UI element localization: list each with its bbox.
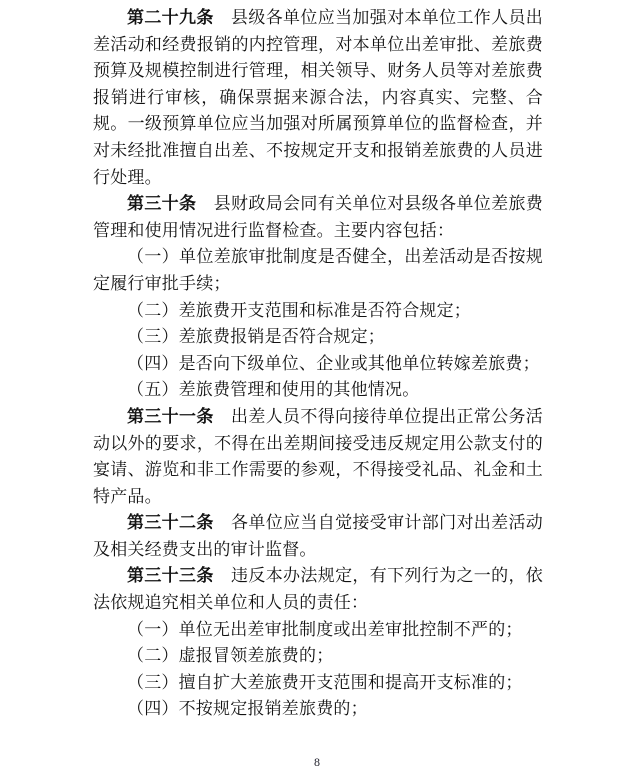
paragraph [93, 5, 543, 191]
article-number: 第二十九条 [127, 8, 214, 27]
paragraph-text: 出差人员不得向接待单位提出正常公务活动以外的要求，不得在出差期间接受违反规定用公款支付的宴请、游览和非工作需要的参观，不得接受礼品、礼金和土特产品。 [93, 406, 543, 506]
page-number: 8 [314, 755, 320, 769]
list-item-paragraph [93, 643, 543, 670]
paragraph [93, 404, 543, 510]
paragraph [93, 510, 543, 563]
list-item-paragraph [93, 696, 543, 723]
list-item-paragraph [93, 298, 543, 325]
paragraph-text: （一）单位差旅审批制度是否健全，出差活动是否按规定履行审批手续； [93, 247, 543, 293]
paragraph-text: （四）是否向下级单位、企业或其他单位转嫁差旅费； [127, 353, 540, 373]
article-number: 第三十条 [127, 194, 197, 214]
list-item-paragraph [93, 617, 543, 644]
paragraph-text: 县财政局会同有关单位对县级各单位差旅费管理和使用情况进行监督检查。主要内容包括： [93, 194, 543, 240]
list-item-paragraph [93, 377, 543, 404]
paragraph-text: 违反本办法规定，有下列行为之一的，依法依规追究相关单位和人员的责任： [93, 566, 543, 613]
paragraph-text: （三）差旅费报销是否符合规定； [127, 327, 385, 347]
paragraph-text: （二）差旅费开支范围和标准是否符合规定； [127, 300, 471, 320]
article-number: 第三十一条 [127, 406, 214, 426]
paragraph-text: 县级各单位应当加强对本单位工作人员出差活动和经费报销的内控管理，对本单位出差审批、差旅费预算及规模控制进行管理，相关领导、财务人员等对差旅费报销进行审核，确保票据来源合法，内容真实、完整、合规。一级预算单位应当加强对所属预算单位的监督检查，并对未经批准擅自出差、不按规定开支和报销差旅费的人员进行处理。 [93, 8, 543, 187]
list-item-paragraph [93, 244, 543, 297]
paragraph-text: （二）虚报冒领差旅费的； [127, 646, 334, 666]
paragraph-text: （四）不按规定报销差旅费的； [127, 699, 368, 719]
article-number: 第三十二条 [127, 513, 214, 533]
paragraph-text: 各单位应当自觉接受审计部门对出差活动及相关经费支出的审计监督。 [93, 513, 543, 559]
article-number: 第三十三条 [127, 566, 214, 586]
list-item-paragraph [93, 324, 543, 351]
paragraph [93, 191, 543, 244]
paragraph-text: （一）单位无出差审批制度或出差审批控制不严的； [127, 619, 523, 639]
paragraph-text: （三）擅自扩大差旅费开支范围和提高开支标准的； [127, 672, 523, 692]
list-item-paragraph [93, 351, 543, 378]
paragraph [93, 563, 543, 616]
paragraph-text: （五）差旅费管理和使用的其他情况。 [127, 380, 420, 400]
document-body [93, 5, 543, 723]
list-item-paragraph [93, 670, 543, 697]
